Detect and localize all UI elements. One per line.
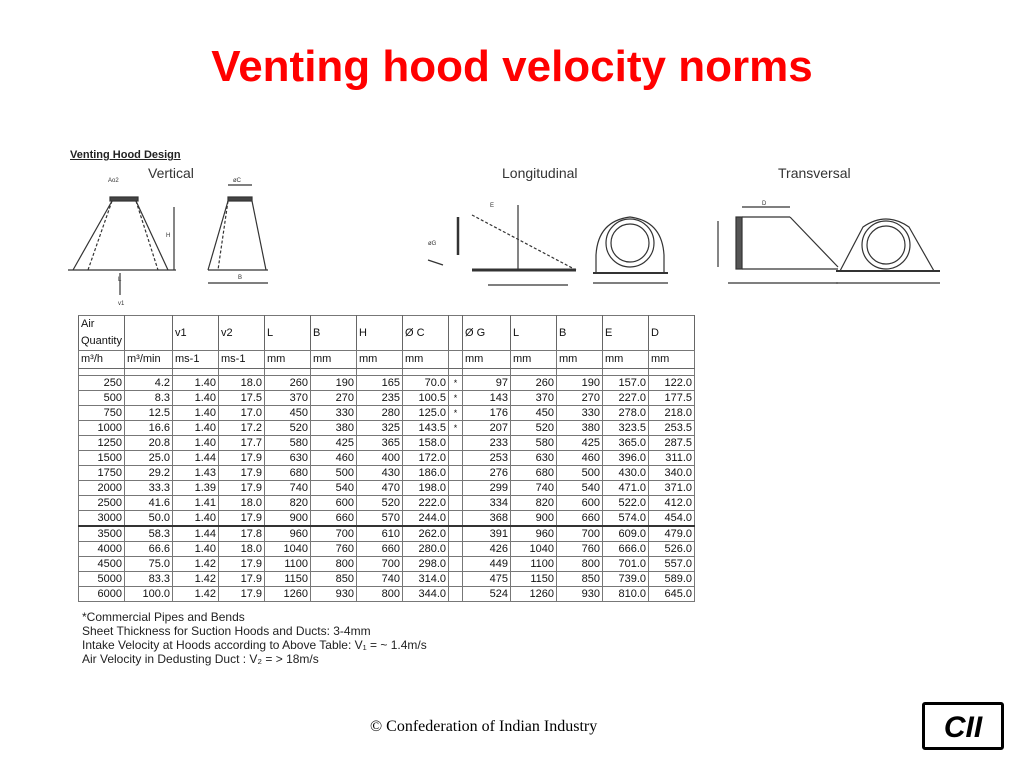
table-cell: 233 — [463, 436, 511, 451]
table-cell: 460 — [557, 451, 603, 466]
label-l: L — [118, 277, 122, 283]
table-cell: 1.44 — [173, 526, 219, 542]
table-cell: 165 — [357, 376, 403, 391]
column-header: Air Quantity — [79, 316, 125, 351]
column-header: Ø C — [403, 316, 449, 351]
table-cell: 17.9 — [219, 451, 265, 466]
table-cell: 540 — [311, 481, 357, 496]
cii-logo-text: CII — [943, 711, 983, 744]
table-cell: 660 — [557, 511, 603, 527]
table-cell: 190 — [557, 376, 603, 391]
table-cell: 570 — [357, 511, 403, 527]
table-cell: 253 — [463, 451, 511, 466]
table-cell: 1250 — [79, 436, 125, 451]
longitudinal-end-drawing — [593, 217, 668, 283]
table-cell: 250 — [79, 376, 125, 391]
table-cell: 17.2 — [219, 421, 265, 436]
table-cell: 25.0 — [125, 451, 173, 466]
table-cell: 158.0 — [403, 436, 449, 451]
commercial-marker: * — [449, 421, 463, 436]
table-cell: 900 — [511, 511, 557, 527]
table-cell: 75.0 — [125, 557, 173, 572]
table-cell: 557.0 — [649, 557, 695, 572]
table-cell: 1.44 — [173, 451, 219, 466]
table-cell: 430 — [357, 466, 403, 481]
table-cell: 190 — [311, 376, 357, 391]
label-b: B — [238, 275, 243, 281]
view-label-longitudinal: Longitudinal — [502, 165, 578, 181]
table-cell: 645.0 — [649, 587, 695, 602]
table-cell: 276 — [463, 466, 511, 481]
table-row — [79, 406, 695, 421]
note-sheet-thickness: Sheet Thickness for Suction Hoods and Ducts: 3-4mm — [82, 624, 371, 638]
table-cell: 198.0 — [403, 481, 449, 496]
table-cell: 2000 — [79, 481, 125, 496]
table-cell: 680 — [511, 466, 557, 481]
table-row — [79, 421, 695, 436]
table-cell: 701.0 — [603, 557, 649, 572]
table-cell: 391 — [463, 526, 511, 542]
table-cell: 820 — [511, 496, 557, 511]
table-cell: 4.2 — [125, 376, 173, 391]
table-cell: 609.0 — [603, 526, 649, 542]
table-cell: 600 — [557, 496, 603, 511]
table-cell: 660 — [357, 542, 403, 557]
table-cell: 666.0 — [603, 542, 649, 557]
column-header: v1 — [173, 316, 219, 351]
table-cell: 500 — [311, 466, 357, 481]
column-unit: m³/h — [79, 351, 125, 369]
column-unit: ms-1 — [173, 351, 219, 369]
commercial-marker — [449, 542, 463, 557]
table-cell: 740 — [265, 481, 311, 496]
table-cell: 287.5 — [649, 436, 695, 451]
table-cell: 475 — [463, 572, 511, 587]
table-row — [79, 376, 695, 391]
table-cell: 330 — [557, 406, 603, 421]
table-cell: 580 — [265, 436, 311, 451]
label-v1: v1 — [118, 301, 125, 307]
table-cell: 157.0 — [603, 376, 649, 391]
table-cell: 3500 — [79, 526, 125, 542]
vertical-hood-front-drawing — [68, 197, 176, 295]
table-cell: 143.5 — [403, 421, 449, 436]
table-row — [79, 557, 695, 572]
transversal-end-drawing — [836, 219, 940, 283]
commercial-marker — [449, 557, 463, 572]
table-cell: 222.0 — [403, 496, 449, 511]
column-unit: mm — [403, 351, 449, 369]
table-notes — [82, 610, 427, 666]
table-cell: 500 — [557, 466, 603, 481]
venting-hood-figure — [68, 145, 946, 670]
table-cell: 1150 — [511, 572, 557, 587]
commercial-marker — [449, 466, 463, 481]
table-cell: 368 — [463, 511, 511, 527]
table-cell: 1.42 — [173, 557, 219, 572]
table-cell: 396.0 — [603, 451, 649, 466]
table-row — [79, 436, 695, 451]
table-cell: 380 — [557, 421, 603, 436]
commercial-marker: * — [449, 391, 463, 406]
commercial-marker: * — [449, 376, 463, 391]
note-intake-velocity: Intake Velocity at Hoods according to Above Table: V₁ = ~ 1.4m/s — [82, 638, 427, 652]
column-header — [449, 316, 463, 351]
table-cell: 323.5 — [603, 421, 649, 436]
table-cell: 1500 — [79, 451, 125, 466]
column-header: v2 — [219, 316, 265, 351]
table-row — [79, 572, 695, 587]
view-label-transversal: Transversal — [778, 165, 851, 181]
table-cell: 1750 — [79, 466, 125, 481]
table-cell: 253.5 — [649, 421, 695, 436]
table-cell: 16.6 — [125, 421, 173, 436]
table-cell: 600 — [311, 496, 357, 511]
table-cell: 207 — [463, 421, 511, 436]
column-unit: mm — [511, 351, 557, 369]
hood-diagrams — [68, 145, 946, 315]
column-header: Ø G — [463, 316, 511, 351]
table-cell: 17.9 — [219, 587, 265, 602]
table-cell: 1.40 — [173, 376, 219, 391]
table-cell: 750 — [79, 406, 125, 421]
table-cell: 17.9 — [219, 466, 265, 481]
column-header: B — [557, 316, 603, 351]
column-header: B — [311, 316, 357, 351]
table-cell: 8.3 — [125, 391, 173, 406]
table-cell: 470 — [357, 481, 403, 496]
table-cell: 270 — [311, 391, 357, 406]
table-cell: 172.0 — [403, 451, 449, 466]
table-cell: 5000 — [79, 572, 125, 587]
label-oc-top: øC — [233, 178, 241, 184]
table-cell: 371.0 — [649, 481, 695, 496]
table-cell: 17.9 — [219, 511, 265, 527]
note-commercial-pipes: *Commercial Pipes and Bends — [82, 610, 245, 624]
table-cell: 4500 — [79, 557, 125, 572]
table-cell: 17.7 — [219, 436, 265, 451]
table-cell: 70.0 — [403, 376, 449, 391]
label-ao2: Ao2 — [108, 178, 119, 184]
table-cell: 800 — [357, 587, 403, 602]
table-cell: 244.0 — [403, 511, 449, 527]
table-cell: 97 — [463, 376, 511, 391]
table-cell: 479.0 — [649, 526, 695, 542]
table-cell: 186.0 — [403, 466, 449, 481]
table-cell: 122.0 — [649, 376, 695, 391]
table-cell: 426 — [463, 542, 511, 557]
table-cell: 810.0 — [603, 587, 649, 602]
table-cell: 325 — [357, 421, 403, 436]
table-cell: 41.6 — [125, 496, 173, 511]
table-cell: 760 — [557, 542, 603, 557]
table-cell: 260 — [511, 376, 557, 391]
table-cell: 1.39 — [173, 481, 219, 496]
table-cell: 1260 — [265, 587, 311, 602]
table-cell: 17.9 — [219, 481, 265, 496]
table-row — [79, 587, 695, 602]
table-cell: 17.9 — [219, 557, 265, 572]
table-cell: 449 — [463, 557, 511, 572]
table-cell: 800 — [557, 557, 603, 572]
table-cell: 3000 — [79, 511, 125, 527]
table-cell: 17.9 — [219, 572, 265, 587]
table-cell: 460 — [311, 451, 357, 466]
column-unit: mm — [603, 351, 649, 369]
commercial-marker — [449, 451, 463, 466]
view-label-vertical: Vertical — [148, 165, 194, 181]
commercial-marker: * — [449, 406, 463, 421]
table-cell: 262.0 — [403, 526, 449, 542]
table-row — [79, 451, 695, 466]
table-row — [79, 542, 695, 557]
table-cell: 17.0 — [219, 406, 265, 421]
table-row — [79, 526, 695, 542]
table-units-row — [79, 351, 695, 369]
table-cell: 18.0 — [219, 376, 265, 391]
table-cell: 100.5 — [403, 391, 449, 406]
table-cell: 143 — [463, 391, 511, 406]
table-cell: 17.8 — [219, 526, 265, 542]
table-cell: 471.0 — [603, 481, 649, 496]
figure-heading: Venting Hood Design — [70, 149, 181, 161]
vertical-hood-side-drawing — [208, 185, 268, 283]
table-cell: 660 — [311, 511, 357, 527]
table-cell: 740 — [357, 572, 403, 587]
table-cell: 83.3 — [125, 572, 173, 587]
table-row — [79, 481, 695, 496]
table-cell: 1.40 — [173, 511, 219, 527]
column-header: L — [511, 316, 557, 351]
table-cell: 960 — [511, 526, 557, 542]
table-cell: 58.3 — [125, 526, 173, 542]
transversal-side-drawing — [718, 207, 838, 283]
table-cell: 176 — [463, 406, 511, 421]
table-cell: 589.0 — [649, 572, 695, 587]
table-cell: 1.40 — [173, 391, 219, 406]
column-unit — [449, 351, 463, 369]
table-cell: 630 — [265, 451, 311, 466]
table-cell: 739.0 — [603, 572, 649, 587]
table-cell: 1.42 — [173, 587, 219, 602]
column-header: H — [357, 316, 403, 351]
table-cell: 299 — [463, 481, 511, 496]
table-cell: 450 — [511, 406, 557, 421]
table-cell: 1.42 — [173, 572, 219, 587]
table-cell: 820 — [265, 496, 311, 511]
column-unit: mm — [557, 351, 603, 369]
table-cell: 270 — [557, 391, 603, 406]
table-cell: 400 — [357, 451, 403, 466]
table-cell: 280 — [357, 406, 403, 421]
table-cell: 524 — [463, 587, 511, 602]
table-cell: 700 — [357, 557, 403, 572]
table-cell: 412.0 — [649, 496, 695, 511]
longitudinal-side-drawing — [428, 205, 576, 285]
table-cell: 500 — [79, 391, 125, 406]
table-cell: 430.0 — [603, 466, 649, 481]
table-cell: 1150 — [265, 572, 311, 587]
column-header: E — [603, 316, 649, 351]
table-cell: 1.40 — [173, 406, 219, 421]
column-header: D — [649, 316, 695, 351]
table-cell: 450 — [265, 406, 311, 421]
table-cell: 20.8 — [125, 436, 173, 451]
table-cell: 50.0 — [125, 511, 173, 527]
table-header-row — [79, 316, 695, 351]
note-air-velocity: Air Velocity in Dedusting Duct : V₂ = > 18m/s — [82, 652, 319, 666]
table-cell: 380 — [311, 421, 357, 436]
table-cell: 4000 — [79, 542, 125, 557]
table-cell: 344.0 — [403, 587, 449, 602]
table-cell: 365 — [357, 436, 403, 451]
table-cell: 520 — [265, 421, 311, 436]
table-cell: 280.0 — [403, 542, 449, 557]
table-cell: 17.5 — [219, 391, 265, 406]
table-row — [79, 511, 695, 527]
table-cell: 425 — [557, 436, 603, 451]
commercial-marker — [449, 511, 463, 527]
table-cell: 314.0 — [403, 572, 449, 587]
column-unit: mm — [357, 351, 403, 369]
table-cell: 1100 — [265, 557, 311, 572]
table-cell: 1260 — [511, 587, 557, 602]
column-header — [125, 316, 173, 351]
label-e: E — [490, 203, 495, 209]
table-cell: 700 — [557, 526, 603, 542]
table-cell: 680 — [265, 466, 311, 481]
table-cell: 1040 — [265, 542, 311, 557]
commercial-marker — [449, 481, 463, 496]
commercial-marker — [449, 496, 463, 511]
table-cell: 227.0 — [603, 391, 649, 406]
column-unit: mm — [311, 351, 357, 369]
table-cell: 526.0 — [649, 542, 695, 557]
table-cell: 370 — [511, 391, 557, 406]
velocity-norms-table — [78, 315, 695, 602]
commercial-marker — [449, 526, 463, 542]
table-cell: 1.41 — [173, 496, 219, 511]
label-og: øG — [428, 241, 437, 247]
table-cell: 298.0 — [403, 557, 449, 572]
table-cell: 540 — [557, 481, 603, 496]
table-cell: 235 — [357, 391, 403, 406]
table-cell: 930 — [311, 587, 357, 602]
table-cell: 960 — [265, 526, 311, 542]
table-cell: 1100 — [511, 557, 557, 572]
table-cell: 580 — [511, 436, 557, 451]
table-cell: 800 — [311, 557, 357, 572]
copyright-text: © Confederation of Indian Industry — [370, 718, 598, 735]
table-cell: 370 — [265, 391, 311, 406]
table-cell: 760 — [311, 542, 357, 557]
table-cell: 29.2 — [125, 466, 173, 481]
table-cell: 100.0 — [125, 587, 173, 602]
table-cell: 311.0 — [649, 451, 695, 466]
table-cell: 1.40 — [173, 421, 219, 436]
table-cell: 18.0 — [219, 496, 265, 511]
table-cell: 340.0 — [649, 466, 695, 481]
table-cell: 18.0 — [219, 542, 265, 557]
table-row — [79, 466, 695, 481]
table-cell: 1.40 — [173, 542, 219, 557]
table-cell: 1000 — [79, 421, 125, 436]
slide-title: Venting hood velocity norms — [211, 42, 813, 91]
table-cell: 66.6 — [125, 542, 173, 557]
commercial-marker — [449, 587, 463, 602]
column-unit: ms-1 — [219, 351, 265, 369]
table-cell: 125.0 — [403, 406, 449, 421]
commercial-marker — [449, 572, 463, 587]
table-cell: 334 — [463, 496, 511, 511]
table-row — [79, 496, 695, 511]
table-cell: 2500 — [79, 496, 125, 511]
table-cell: 520 — [357, 496, 403, 511]
table-cell: 850 — [311, 572, 357, 587]
table-cell: 12.5 — [125, 406, 173, 421]
table-cell: 177.5 — [649, 391, 695, 406]
column-unit: mm — [463, 351, 511, 369]
table-cell: 365.0 — [603, 436, 649, 451]
table-cell: 850 — [557, 572, 603, 587]
table-cell: 6000 — [79, 587, 125, 602]
table-cell: 520 — [511, 421, 557, 436]
label-h: H — [166, 233, 171, 239]
table-cell: 740 — [511, 481, 557, 496]
table-cell: 930 — [557, 587, 603, 602]
cii-logo — [922, 702, 1004, 750]
table-cell: 454.0 — [649, 511, 695, 527]
table-cell: 1.43 — [173, 466, 219, 481]
table-cell: 574.0 — [603, 511, 649, 527]
table-cell: 260 — [265, 376, 311, 391]
table-cell: 278.0 — [603, 406, 649, 421]
table-cell: 700 — [311, 526, 357, 542]
table-cell: 1040 — [511, 542, 557, 557]
table-cell: 900 — [265, 511, 311, 527]
column-unit: mm — [265, 351, 311, 369]
table-cell: 425 — [311, 436, 357, 451]
column-header: L — [265, 316, 311, 351]
label-d: D — [762, 201, 767, 207]
table-cell: 630 — [511, 451, 557, 466]
table-cell: 522.0 — [603, 496, 649, 511]
commercial-marker — [449, 436, 463, 451]
column-unit: m³/min — [125, 351, 173, 369]
column-unit: mm — [649, 351, 695, 369]
table-cell: 1.40 — [173, 436, 219, 451]
table-cell: 33.3 — [125, 481, 173, 496]
table-row — [79, 391, 695, 406]
table-cell: 330 — [311, 406, 357, 421]
table-spacer — [79, 369, 695, 376]
table-cell: 218.0 — [649, 406, 695, 421]
table-cell: 610 — [357, 526, 403, 542]
